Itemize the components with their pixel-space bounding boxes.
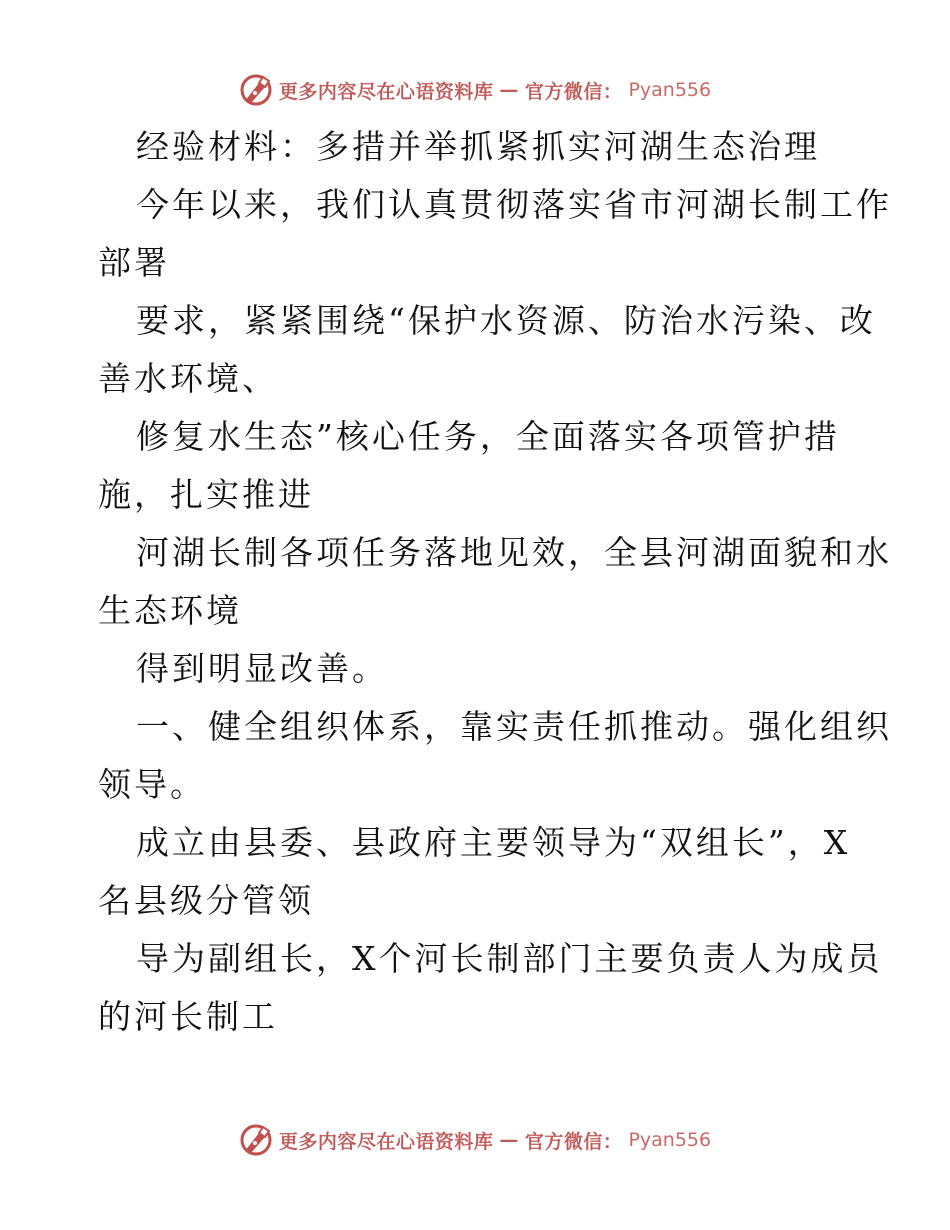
pen-nib-logo-icon — [239, 73, 273, 107]
paragraph-line: 部署 — [98, 243, 170, 282]
paragraph-line: 导为副组长，X个河长制部门主要负责人为成员 — [136, 939, 883, 978]
section-heading-line: 一、健全组织体系，靠实责任抓推动。强化组织 — [136, 707, 892, 746]
pen-nib-logo-icon — [239, 1123, 273, 1157]
paragraph-line: 名县级分管领 — [98, 881, 314, 920]
footer-banner[interactable] — [0, 1120, 950, 1160]
paragraph-line: 得到明显改善。 — [136, 649, 388, 688]
header-banner[interactable] — [0, 70, 950, 110]
banner-text: 更多内容尽在心语资料库 — [278, 80, 494, 103]
paragraph-line: 的河长制工 — [98, 997, 278, 1036]
paragraph-line: 生态环境 — [98, 591, 242, 630]
banner-wechat-label: 官方微信： — [524, 80, 623, 103]
paragraph-line: 施，扎实推进 — [98, 475, 314, 514]
paragraph-line: 成立由县委、县政府主要领导为“双组长”，X — [136, 823, 851, 862]
banner-text: 更多内容尽在心语资料库 — [278, 1130, 494, 1153]
document-body — [98, 118, 892, 1046]
banner-wechat-id: Pyan556 — [628, 1129, 712, 1151]
paragraph-line: 今年以来，我们认真贯彻落实省市河湖长制工作 — [136, 185, 892, 224]
paragraph-line: 河湖长制各项任务落地见效，全县河湖面貌和水 — [136, 533, 892, 572]
paragraph-line: 修复水生态”核心任务，全面落实各项管护措 — [136, 417, 840, 456]
paragraph-line: 领导。 — [98, 765, 206, 804]
banner-dash: — — [499, 79, 519, 101]
banner-dash: — — [499, 1129, 519, 1151]
paragraph-line: 要求，紧紧围绕“保护水资源、防治水污染、改 — [136, 301, 876, 340]
banner-wechat-id: Pyan556 — [628, 79, 712, 101]
paragraph-line: 善水环境、 — [98, 359, 278, 398]
banner-wechat-label: 官方微信： — [524, 1130, 623, 1153]
document-title: 经验材料：多措并举抓紧抓实河湖生态治理 — [136, 127, 820, 166]
